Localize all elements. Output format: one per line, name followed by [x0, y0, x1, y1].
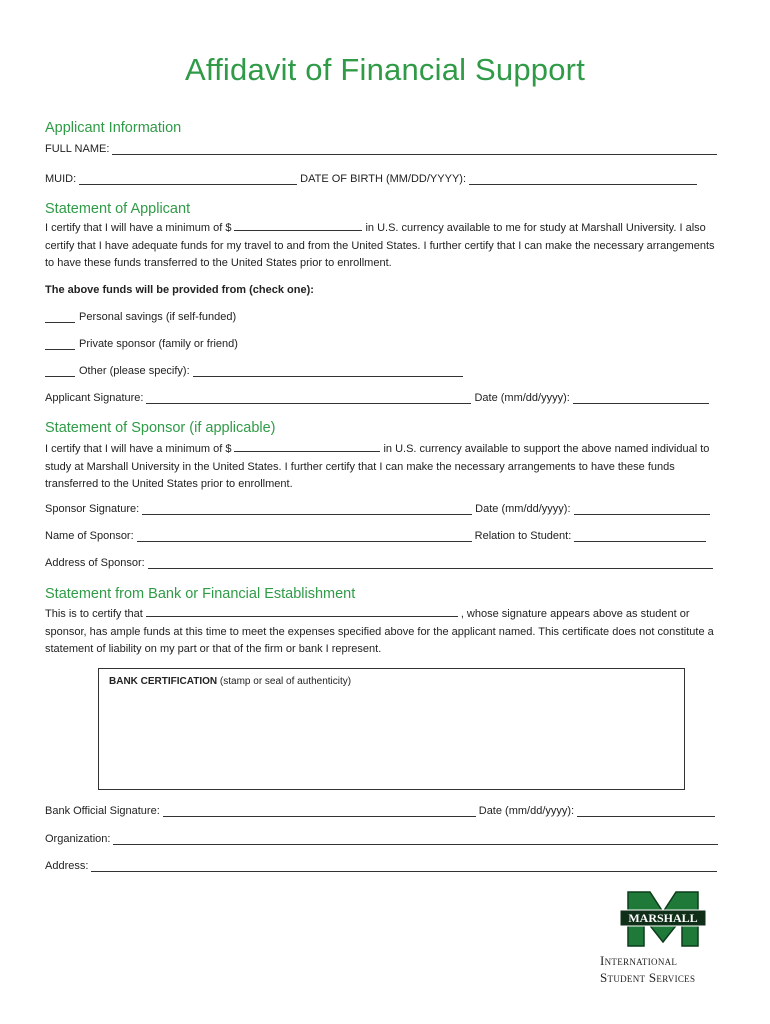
bank-certification-note: (stamp or seal of authenticity): [219, 676, 352, 687]
sponsor-amount-prefix: I certify that I will have a minimum of $: [45, 443, 232, 455]
statement-applicant-paragraph: [45, 220, 725, 273]
bank-certify-prefix: This is to certify that: [45, 608, 143, 620]
full-name-label: FULL NAME:: [45, 143, 110, 155]
relation-label: Relation to Student:: [474, 530, 572, 542]
bank-signature-label: Bank Official Signature:: [45, 805, 160, 817]
sponsor-address-label: Address of Sponsor:: [45, 557, 145, 569]
statement-bank-heading: Statement from Bank or Financial Establishment: [45, 586, 356, 602]
private-sponsor-check[interactable]: [45, 339, 75, 350]
bank-address-field[interactable]: [91, 861, 717, 872]
muid-dob-row: [45, 173, 700, 185]
dob-field[interactable]: [469, 174, 697, 185]
option-personal-savings[interactable]: [45, 311, 236, 323]
funds-source-heading: The above funds will be provided from (check one):: [45, 284, 314, 296]
full-name-row: [45, 143, 720, 155]
statement-bank-paragraph: [45, 606, 725, 659]
bank-certification-box[interactable]: [98, 668, 685, 790]
applicant-amount-field[interactable]: [234, 221, 362, 231]
bank-certify-name-field[interactable]: [146, 607, 458, 617]
bank-signature-row: [45, 805, 718, 817]
sponsor-name-row: [45, 530, 709, 542]
sponsor-amount-suffix: in U.S. currency available to support the above named individual to study at Marshall University in the United States. I further certify that I can make the necessary arrangements to have these funds transferred to the United States prior to enrollment.: [45, 443, 710, 490]
organization-row: [45, 833, 721, 845]
sponsor-signature-row: [45, 503, 713, 515]
sponsor-signature-field[interactable]: [142, 504, 472, 515]
bank-date-label: Date (mm/dd/yyyy):: [478, 805, 575, 817]
organization-field[interactable]: [113, 834, 718, 845]
applicant-amount-prefix: I certify that I will have a minimum of $: [45, 222, 232, 234]
page-title: Affidavit of Financial Support: [184, 52, 586, 87]
bank-address-row: [45, 860, 720, 872]
applicant-signature-label: Applicant Signature:: [45, 392, 144, 404]
sponsor-name-field[interactable]: [137, 531, 472, 542]
bank-address-label: Address:: [45, 860, 89, 872]
bank-certification-caption: [109, 676, 351, 687]
applicant-date-label: Date (mm/dd/yyyy):: [474, 392, 570, 404]
relation-field[interactable]: [574, 531, 706, 542]
logo-wordmark: MARSHALL: [628, 911, 698, 925]
statement-sponsor-paragraph: [45, 441, 725, 494]
applicant-date-field[interactable]: [573, 393, 709, 404]
logo-line-1: International: [600, 953, 678, 968]
sponsor-name-label: Name of Sponsor:: [45, 530, 134, 542]
personal-savings-label: Personal savings (if self-funded): [79, 311, 237, 323]
option-other[interactable]: [45, 365, 466, 377]
applicant-info-heading: Applicant Information: [45, 120, 182, 136]
bank-date-field[interactable]: [577, 806, 715, 817]
option-private-sponsor[interactable]: [45, 338, 238, 350]
other-check[interactable]: [45, 366, 75, 377]
bank-signature-field[interactable]: [163, 806, 476, 817]
sponsor-amount-field[interactable]: [234, 442, 380, 452]
muid-label: MUID:: [45, 173, 77, 185]
organization-label: Organization:: [45, 833, 111, 845]
bank-certify-suffix: , whose signature appears above as student or sponsor, has ample funds at this time to meet the expenses specified above for the applicant named. This certificate does not constitute a statement of liability on my part or that of the firm or bank I represent.: [45, 608, 714, 655]
sponsor-address-row: [45, 557, 716, 569]
full-name-field[interactable]: [112, 144, 717, 155]
sponsor-address-field[interactable]: [148, 558, 713, 569]
applicant-signature-row: [45, 392, 712, 404]
sponsor-date-label: Date (mm/dd/yyyy):: [475, 503, 571, 515]
personal-savings-check[interactable]: [45, 312, 75, 323]
other-specify-field[interactable]: [193, 366, 463, 377]
muid-field[interactable]: [79, 174, 297, 185]
statement-applicant-heading: Statement of Applicant: [45, 201, 191, 217]
private-sponsor-label: Private sponsor (family or friend): [79, 338, 238, 350]
other-label: Other (please specify):: [79, 365, 190, 377]
sponsor-date-field[interactable]: [574, 504, 710, 515]
applicant-amount-suffix: in U.S. currency available to me for study at Marshall University. I also certify that I have adequate funds for my travel to and from the United States. I further certify that I can make the necessary arrangements to have these funds transferred to the United States prior to enrollment.: [45, 222, 715, 269]
sponsor-signature-label: Sponsor Signature:: [45, 503, 140, 515]
logo-line-2: Student Services: [600, 970, 696, 985]
statement-sponsor-heading: Statement of Sponsor (if applicable): [45, 420, 276, 436]
applicant-signature-field[interactable]: [146, 393, 471, 404]
dob-label: DATE OF BIRTH (MM/DD/YYYY):: [300, 173, 466, 185]
bank-certification-label: BANK CERTIFICATION: [109, 676, 218, 687]
